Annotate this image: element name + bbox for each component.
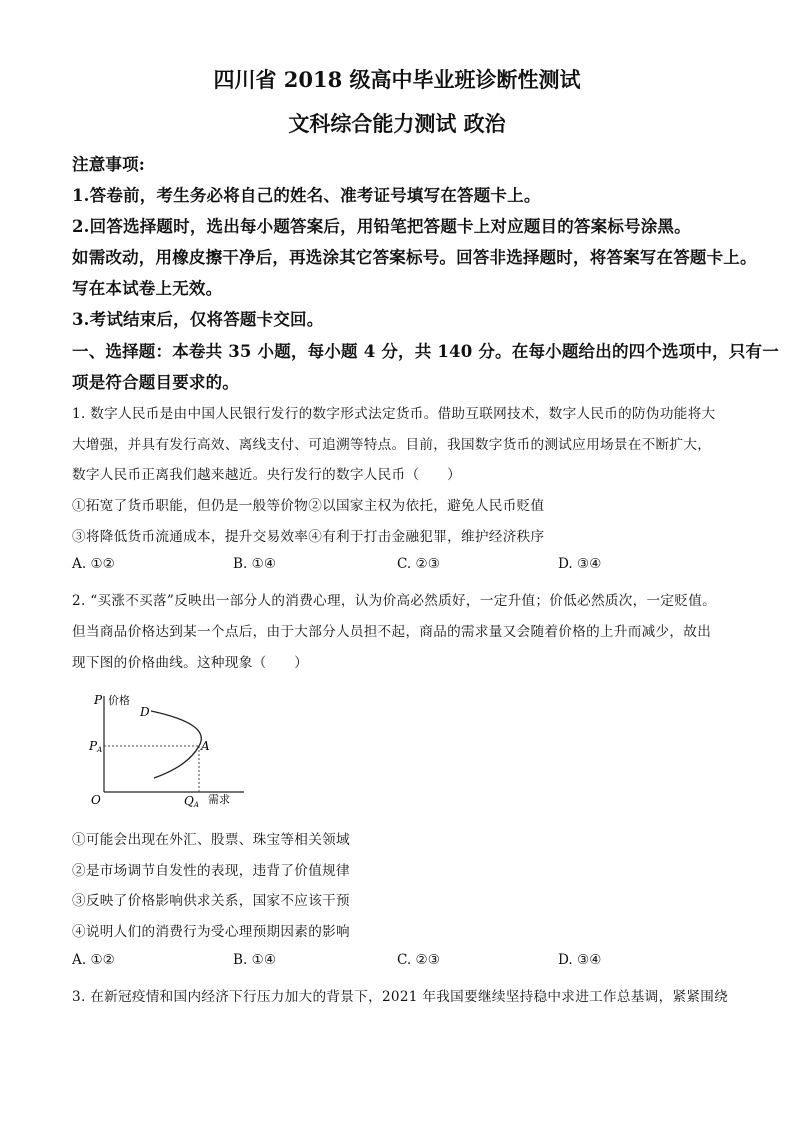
q1-option-a: A. ①②: [72, 556, 115, 572]
q1-stem-line: 数字人民币正离我们越来越近。央行发行的数字人民币（ ）: [72, 467, 462, 483]
exam-subtitle: 文科综合能力测试 政治: [288, 111, 506, 136]
price-curve: [151, 711, 201, 778]
curve-label: D: [140, 705, 150, 719]
q2-statement: ③反映了价格影响供求关系，国家不应该干预: [72, 893, 350, 909]
section-heading: 一、选择题：本卷共 35 小题，每小题 4 分，共 140 分。在每小题给出的四个选项中，只有一: [72, 342, 779, 361]
notice-item: 1.答卷前，考生务必将自己的姓名、准考证号填写在答题卡上。: [72, 186, 541, 205]
y-axis-label: 价格: [108, 694, 130, 707]
q2-statement: ②是市场调节自发性的表现，违背了价值规律: [72, 863, 350, 879]
price-demand-graph: [84, 688, 254, 810]
notice-item: 写在本试卷上无效。: [72, 279, 223, 298]
q2-option-a: A. ①②: [72, 952, 115, 968]
q1-stem-line: 1. 数字人民币是由中国人民银行发行的数字形式法定货币。借助互联网技术，数字人民币的防伪功能将大: [72, 406, 716, 422]
pa-label: PA: [89, 739, 103, 754]
q2-statement: ④说明人们的消费行为受心理预期因素的影响: [72, 924, 350, 940]
q2-option-c: C. ②③: [397, 952, 440, 968]
qa-label: QA: [184, 794, 199, 809]
q1-stem-line: 大增强，并具有发行高效、离线支付、可追溯等特点。目前，我国数字货币的测试应用场景在不断扩大，: [72, 437, 712, 453]
q1-option-b: B. ①④: [233, 556, 277, 572]
notice-item: 3.考试结束后，仅将答题卡交回。: [72, 310, 324, 329]
q3-stem-line: 3. 在新冠疫情和国内经济下行压力加大的背景下，2021 年我国要继续坚持稳中求进工作总基调，紧紧围绕: [72, 989, 729, 1005]
notice-item: 如需改动，用橡皮擦干净后，再选涂其它答案标号。回答非选择题时，将答案写在答题卡上。: [72, 248, 757, 267]
q2-stem-line: 但当商品价格达到某一个点后，由于大部分人员担不起，商品的需求量又会随着价格的上升而减少，故出: [72, 624, 712, 640]
exam-title: 四川省 2018 级高中毕业班诊断性测试: [213, 67, 581, 92]
q2-option-b: B. ①④: [233, 952, 277, 968]
q2-stem-line: 现下图的价格曲线。这种现象（ ）: [72, 655, 309, 671]
q1-statement: ③将降低货币流通成本，提升交易效率④有利于打击金融犯罪，维护经济秩序: [72, 529, 545, 545]
origin-label: O: [91, 793, 101, 807]
section-heading-cont: 项是符合题目要求的。: [72, 373, 239, 392]
q1-option-c: C. ②③: [397, 556, 440, 572]
q2-stem-line: 2. “买涨不买落”反映出一部分人的消费心理，认为价高必然质好，一定升值；价低必然质次，一定贬值。: [72, 593, 717, 609]
q1-option-d: D. ③④: [558, 556, 602, 572]
x-axis-label: 需求: [208, 793, 230, 806]
q2-statement: ①可能会出现在外汇、股票、珠宝等相关领域: [72, 832, 350, 848]
y-axis-symbol: P: [94, 693, 103, 707]
notice-heading: 注意事项:: [72, 155, 146, 174]
q1-statement: ①拓宽了货币职能，但仍是一般等价物②以国家主权为依托，避免人民币贬值: [72, 498, 545, 514]
notice-item: 2.回答选择题时，选出每小题答案后，用铅笔把答题卡上对应题目的答案标号涂黑。: [72, 217, 691, 236]
point-label: A: [201, 739, 210, 753]
q2-option-d: D. ③④: [558, 952, 602, 968]
